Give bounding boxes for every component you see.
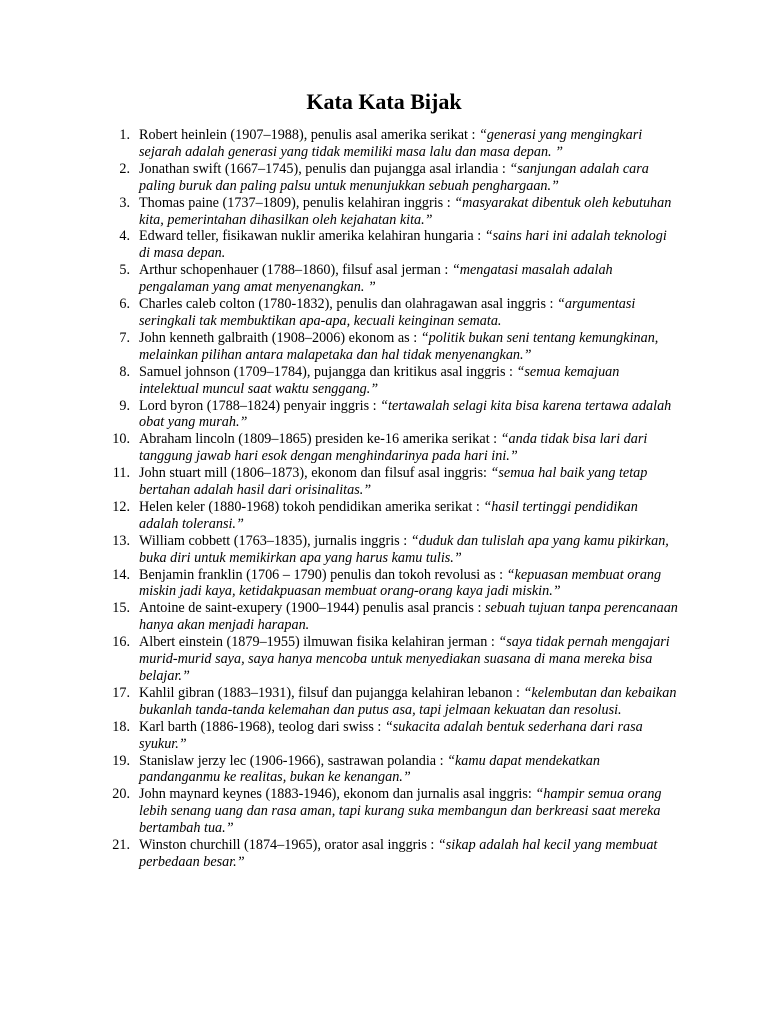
list-item <box>119 296 679 330</box>
quote-text: “masyarakat dibentuk oleh kebutuhan kita, pemerintahan dihasilkan oleh kejahatan kita.” <box>139 194 672 228</box>
list-item <box>112 532 679 567</box>
quote-text: “sanjungan adalah cara paling buruk dan paling palsu untuk menunjukkan sebuah penghargaan.” <box>139 160 649 194</box>
quote-author: Albert einstein (1879–1955) ilmuwan fisika kelahiran jerman : <box>139 634 499 651</box>
quote-text: “kamu dapat mendekatkan pandanganmu ke realitas, bukan ke kenangan.” <box>139 752 600 786</box>
list-item-number: 15. <box>112 600 130 617</box>
list-item-number: 4. <box>119 228 130 245</box>
list-item <box>119 397 679 432</box>
list-item <box>112 837 679 871</box>
list-item-number: 3. <box>119 194 130 211</box>
quote-author: Robert heinlein (1907–1988), penulis asal amerika serikat : <box>139 127 480 143</box>
quote-author: John kenneth galbraith (1908–2006) ekonom as : <box>139 329 421 346</box>
quote-text: “hasil tertinggi pendidikan adalah toleransi.” <box>139 498 638 532</box>
quote-text: “generasi yang mengingkari sejarah adalah generasi yang tidak memiliki masa lalu dan masa depan. ” <box>139 127 643 160</box>
list-item-number: 18. <box>112 718 130 735</box>
quote-author: Stanislaw jerzy lec (1906-1966), sastrawan polandia : <box>139 752 448 769</box>
list-item <box>119 228 679 262</box>
quote-text: “hampir semua orang lebih senang uang dan rasa aman, tapi kurang suka membangun dan berkreasi saat mereka bertambah tua.” <box>139 786 662 837</box>
quote-text: “kepuasan membuat orang miskin jadi kaya, ketidakpuasan membuat orang-orang kaya jadi miskin.” <box>139 566 662 600</box>
quote-author: Antoine de saint-exupery (1900–1944) penulis asal prancis : <box>139 600 485 617</box>
quote-author: Benjamin franklin (1706 – 1790) penulis dan tokoh revolusi as : <box>139 566 507 583</box>
list-item-number: 5. <box>119 262 130 279</box>
list-item <box>112 566 679 601</box>
quote-text: “duduk dan tulislah apa yang kamu pikirkan, buka diri untuk memikirkan apa yang harus kamu tulis.” <box>139 532 669 566</box>
quote-author: Thomas paine (1737–1809), penulis kelahiran inggris : <box>139 194 455 211</box>
list-item-number: 2. <box>119 160 130 177</box>
quote-author: Kahlil gibran (1883–1931), filsuf dan pujangga kelahiran lebanon : <box>139 684 524 701</box>
quote-author: Edward teller, fisikawan nuklir amerika kelahiran hungaria : <box>139 228 485 245</box>
list-item <box>119 160 679 195</box>
quote-author: Karl barth (1886-1968), teolog dari swiss : <box>139 718 385 735</box>
quote-text: “kelembutan dan kebaikan bukanlah tanda-tanda kelemahan dan putus asa, tapi jelmaan kekuatan dan resolusi. <box>139 684 677 718</box>
quote-author: Helen keler (1880-1968) tokoh pendidikan amerika serikat : <box>139 498 484 515</box>
list-item <box>112 465 679 499</box>
quote-text: “mengatasi masalah adalah pengalaman yang amat menyenangkan. ” <box>139 262 613 296</box>
list-item <box>112 600 679 634</box>
list-item-number: 21. <box>112 837 130 854</box>
list-item-number: 7. <box>119 329 130 346</box>
list-item <box>119 127 679 161</box>
list-item-number: 14. <box>112 566 130 583</box>
list-item-number: 19. <box>112 752 130 769</box>
list-item-number: 9. <box>119 397 130 414</box>
list-item <box>112 786 679 837</box>
quote-author: Arthur schopenhauer (1788–1860), filsuf asal jerman : <box>139 262 452 279</box>
quote-text: “argumentasi seringkali tak membuktikan apa-apa, kecuali keinginan semata. <box>139 296 636 329</box>
quote-text: “semua hal baik yang tetap bertahan adalah hasil dari orisinalitas.” <box>139 465 648 499</box>
list-item-number: 20. <box>112 786 130 803</box>
quote-text: “sukacita adalah bentuk sederhana dari rasa syukur.” <box>139 718 643 752</box>
list-item-number: 6. <box>119 296 130 313</box>
quote-text: “semua kemajuan intelektual muncul saat waktu senggang.” <box>139 363 620 397</box>
quote-author: William cobbett (1763–1835), jurnalis inggris : <box>139 532 411 549</box>
quote-author: Samuel johnson (1709–1784), pujangga dan kritikus asal inggris : <box>139 363 517 380</box>
list-item <box>112 684 679 719</box>
list-item-number: 17. <box>112 684 130 701</box>
list-item-number: 12. <box>112 498 130 515</box>
list-item <box>112 718 679 753</box>
list-item-number: 16. <box>112 634 130 651</box>
quote-text: “politik bukan seni tentang kemungkinan, melainkan pilihan antara malapetaka dan hal tidak menyenangkan.” <box>139 329 659 363</box>
list-item <box>112 498 679 533</box>
list-item <box>112 634 679 685</box>
quote-text: “sains hari ini adalah teknologi di masa depan. <box>139 228 667 262</box>
list-item-number: 13. <box>112 532 130 549</box>
list-item <box>119 329 679 364</box>
quote-author: Abraham lincoln (1809–1865) presiden ke-16 amerika serikat : <box>139 431 501 448</box>
list-item <box>119 363 679 398</box>
quote-author: Charles caleb colton (1780-1832), penulis dan olahragawan asal inggris : <box>139 296 558 313</box>
list-item-number: 1. <box>119 127 130 143</box>
quote-text: “anda tidak bisa lari dari tanggung jawab hari esok dengan menghindarinya pada hari ini.” <box>139 431 648 465</box>
list-item-number: 8. <box>119 363 130 380</box>
list-item <box>119 194 679 229</box>
quote-text: “saya tidak pernah mengajari murid-murid saya, saya hanya mencoba untuk menyediakan suasana di mana mereka bisa belajar.” <box>139 634 670 684</box>
quote-text: sebuah tujuan tanpa perencanaan hanya akan menjadi harapan. <box>139 600 678 634</box>
page-title: Kata Kata Bijak <box>306 89 462 114</box>
list-item-number: 11. <box>112 465 130 482</box>
quote-author: John stuart mill (1806–1873), ekonom dan filsuf asal inggris: <box>139 465 491 482</box>
list-item-number: 10. <box>112 431 130 448</box>
quote-text: “tertawalah selagi kita bisa karena tertawa adalah obat yang murah.” <box>139 397 672 431</box>
quote-author: John maynard keynes (1883-1946), ekonom dan jurnalis asal inggris: <box>139 786 536 803</box>
quote-author: Lord byron (1788–1824) penyair inggris : <box>139 397 381 414</box>
quote-author: Winston churchill (1874–1965), orator asal inggris : <box>139 837 438 854</box>
quote-list <box>112 127 679 871</box>
list-item <box>112 752 679 787</box>
list-item <box>112 431 679 465</box>
quote-text: “sikap adalah hal kecil yang membuat perbedaan besar.” <box>139 837 658 870</box>
list-item <box>119 262 679 296</box>
quote-author: Jonathan swift (1667–1745), penulis dan pujangga asal irlandia : <box>139 160 510 177</box>
